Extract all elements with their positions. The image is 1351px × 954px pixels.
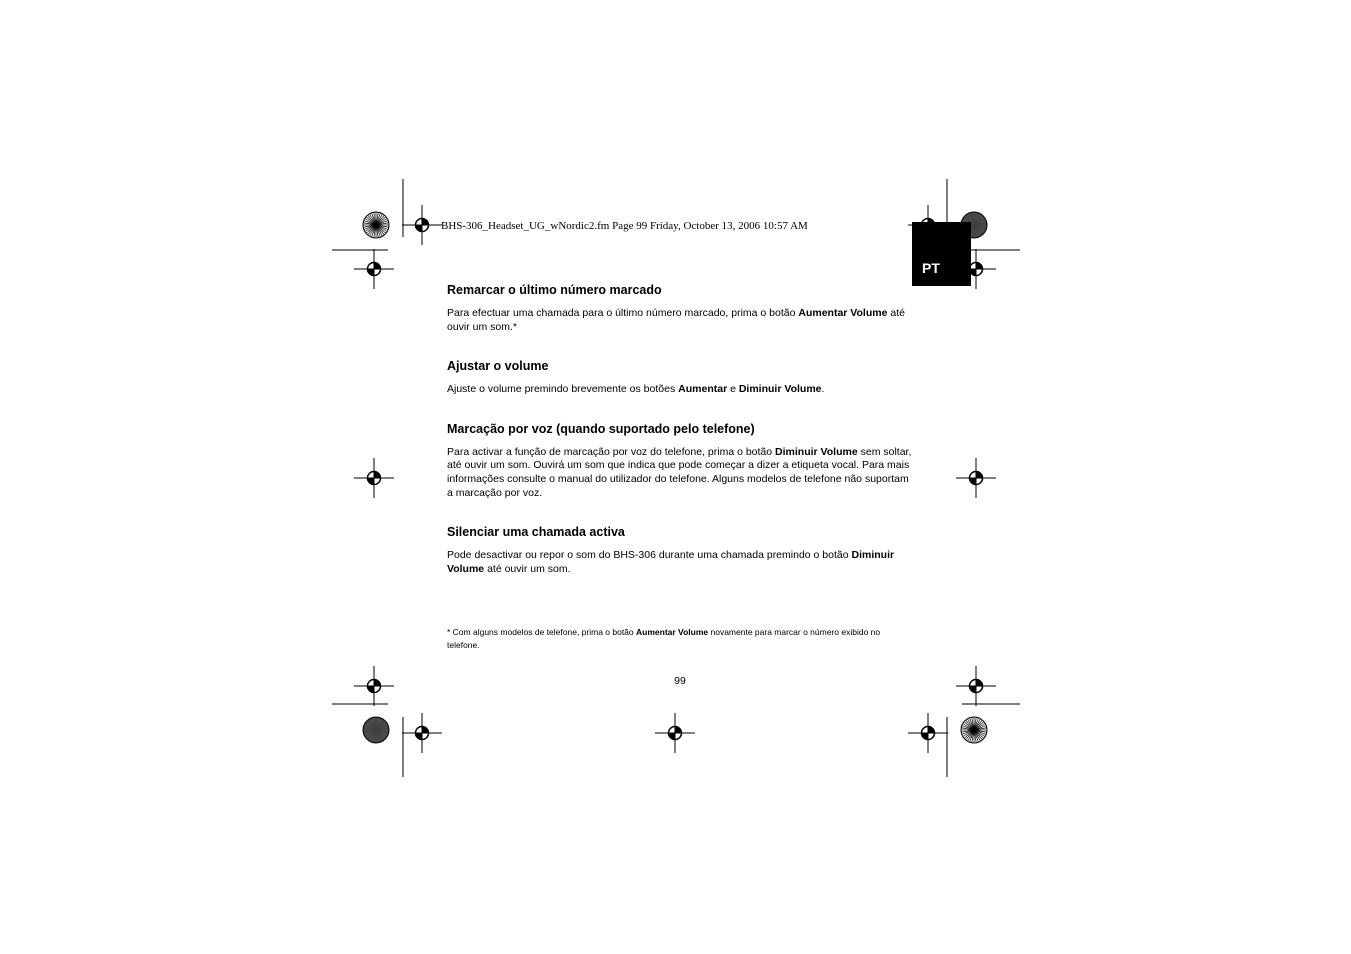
section-title: Silenciar uma chamada activa xyxy=(447,525,625,540)
section-title: Remarcar o último número marcado xyxy=(447,283,662,297)
bold-text-run: Aumentar Volume xyxy=(798,307,888,319)
section-body xyxy=(447,549,913,576)
text-run: sem soltar, até ouvir um som. Ouvirá um som que indica que pode começar a dizer a etiqueta vocal. Para mais informações consulte o manual do utilizador do telefone. Alguns modelos de telefone não suportam a marcação por voz. xyxy=(447,445,912,499)
section-title: Marcação por voz (quando suportado pelo telefone) xyxy=(447,421,755,436)
page-content xyxy=(447,282,913,600)
text-run: novamente para marcar o número exibido no telefone. xyxy=(447,627,881,650)
registration-target-icon xyxy=(956,458,996,498)
section-volume xyxy=(447,358,913,397)
color-calibration-starburst-icon xyxy=(363,717,389,743)
footnote xyxy=(447,626,913,652)
text-run: até ouvir um som. xyxy=(484,562,571,575)
registration-target-icon xyxy=(402,713,442,753)
language-tab xyxy=(912,222,971,286)
text-run: Para efectuar uma chamada para o último número marcado, prima o botão xyxy=(447,307,799,319)
registration-target-icon xyxy=(354,249,394,289)
bold-text-run: Diminuir Volume xyxy=(447,549,895,575)
registration-target-icon xyxy=(908,713,948,753)
section-voice-dialing xyxy=(447,421,913,500)
bold-text-run: Diminuir Volume xyxy=(775,445,858,458)
section-mute xyxy=(447,524,913,576)
section-body xyxy=(447,383,913,397)
bold-text-run: Aumentar Volume xyxy=(636,627,709,637)
bold-text-run: Aumentar xyxy=(678,383,728,396)
registration-target-icon xyxy=(354,458,394,498)
registration-target-icon xyxy=(402,205,442,245)
section-body xyxy=(447,307,913,334)
registration-target-icon xyxy=(655,713,695,753)
color-calibration-starburst-icon xyxy=(363,212,389,238)
text-run: até ouvir um som.* xyxy=(447,307,905,333)
registration-target-icon xyxy=(956,666,996,706)
text-run: e xyxy=(727,383,739,396)
language-tab-label: PT xyxy=(922,260,940,276)
color-calibration-starburst-icon xyxy=(961,717,987,743)
file-slug: BHS-306_Headset_UG_wNordic2.fm Page 99 Friday, October 13, 2006 10:57 AM xyxy=(441,220,808,232)
bold-text-run: Diminuir Volume xyxy=(738,383,822,396)
page-number: 99 xyxy=(674,675,686,687)
text-run: Para activar a função de marcação por voz do telefone, prima o botão xyxy=(447,445,776,458)
text-run: . xyxy=(821,383,825,396)
section-title: Ajustar o volume xyxy=(447,359,549,374)
section-redial xyxy=(447,282,913,334)
text-run: * Com alguns modelos de telefone, prima o botão xyxy=(447,627,637,637)
text-run: Ajuste o volume premindo brevemente os botões xyxy=(447,383,679,396)
text-run: Pode desactivar ou repor o som do BHS-306 durante uma chamada premindo o botão xyxy=(447,549,852,562)
registration-target-icon xyxy=(354,666,394,706)
section-body xyxy=(447,446,913,500)
